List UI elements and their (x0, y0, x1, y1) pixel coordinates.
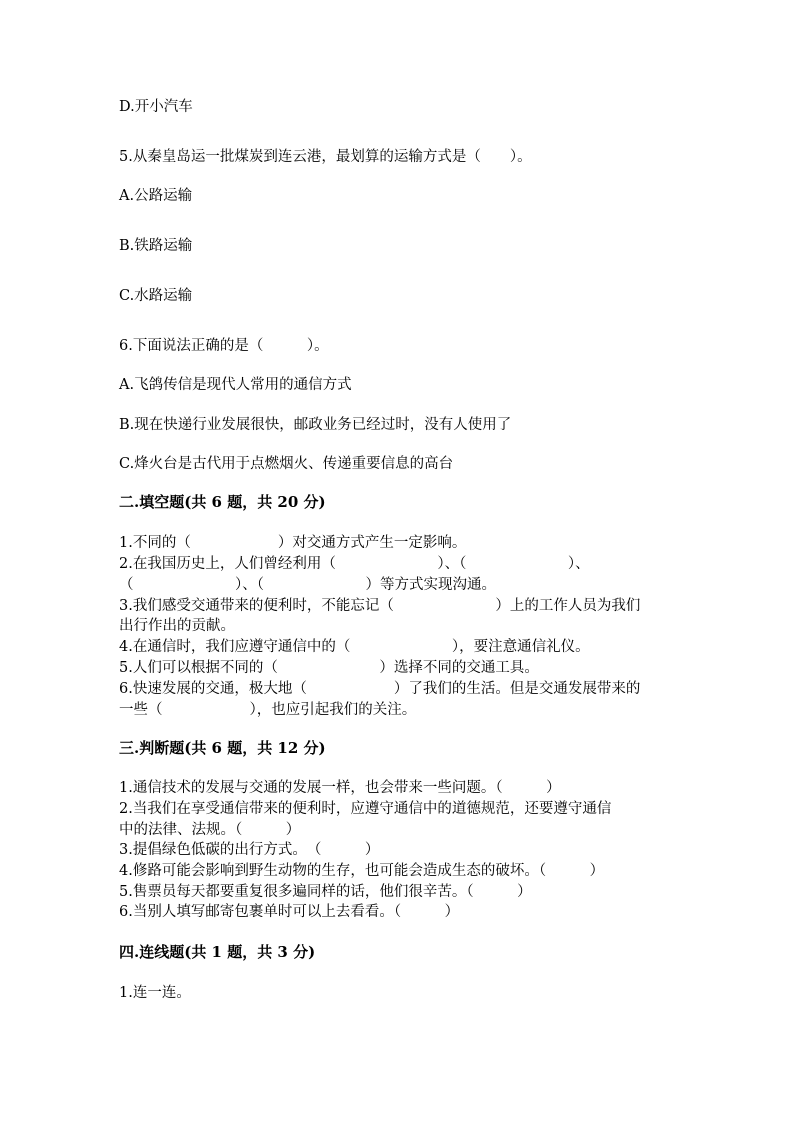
judge-line: 5.售票员每天都要重复很多遍同样的话，他们很辛苦。（ ） (119, 884, 532, 900)
fill-line: 6.快速发展的交通，极大地（ ）了我们的生活。但是交通发展带来的 (119, 681, 641, 697)
section2-heading: 二.填空题(共 6 题，共 20 分) (119, 493, 326, 511)
q6-option-b: B.现在快递行业发展很快，邮政业务已经过时，没有人使用了 (119, 417, 512, 433)
judge-line: 3.提倡绿色低碳的出行方式。 （ ） (119, 842, 380, 858)
fill-line: 4.在通信时，我们应遵守通信中的（ ），要注意通信礼仪。 (119, 639, 590, 655)
judge-line: 中的法律、法规。（ ） (119, 822, 301, 838)
section3-heading: 三.判断题(共 6 题，共 12 分) (119, 739, 326, 757)
q5-stem: 5.从秦皇岛运一批煤炭到连云港，最划算的运输方式是（ ）。 (119, 149, 532, 165)
q6-option-a: A.飞鸽传信是现代人常用的通信方式 (119, 377, 352, 393)
q4-option-d: D.开小汽车 (119, 99, 193, 115)
fill-line: （ ）、（ ）等方式实现沟通。 (119, 577, 496, 593)
fill-line: 一些（ ），也应引起我们的关注。 (119, 702, 417, 718)
q5-option-a: A.公路运输 (119, 188, 193, 204)
match-line: 1.连一连。 (119, 985, 191, 1001)
judge-line: 6.当别人填写邮寄包裹单时可以上去看看。（ ） (119, 904, 460, 920)
judge-line: 2.当我们在享受通信带来的便利时，应遵守通信中的道德规范，还要遵守通信 (119, 801, 612, 817)
q5-option-b: B.铁路运输 (119, 238, 193, 254)
q6-option-c: C.烽火台是古代用于点燃烟火、传递重要信息的高台 (119, 456, 454, 472)
q5-option-c: C.水路运输 (119, 288, 193, 304)
fill-line: 3.我们感受交通带来的便利时，不能忘记（ ）上的工作人员为我们 (119, 598, 641, 614)
fill-line: 1.不同的（ ）对交通方式产生一定影响。 (119, 535, 467, 551)
judge-line: 4.修路可能会影响到野生动物的生存，也可能会造成生态的破坏。（ ） (119, 863, 605, 879)
fill-line: 5.人们可以根据不同的（ ）选择不同的交通工具。 (119, 660, 539, 676)
judge-line: 1.通信技术的发展与交通的发展一样，也会带来一些问题。（ ） (119, 780, 561, 796)
q6-stem: 6.下面说法正确的是（ ）。 (119, 338, 329, 354)
fill-line: 出行作出的贡献。 (119, 618, 235, 634)
section4-heading: 四.连线题(共 1 题，共 3 分) (119, 943, 316, 961)
fill-line: 2.在我国历史上，人们曾经利用（ ）、（ ）、 (119, 556, 590, 572)
